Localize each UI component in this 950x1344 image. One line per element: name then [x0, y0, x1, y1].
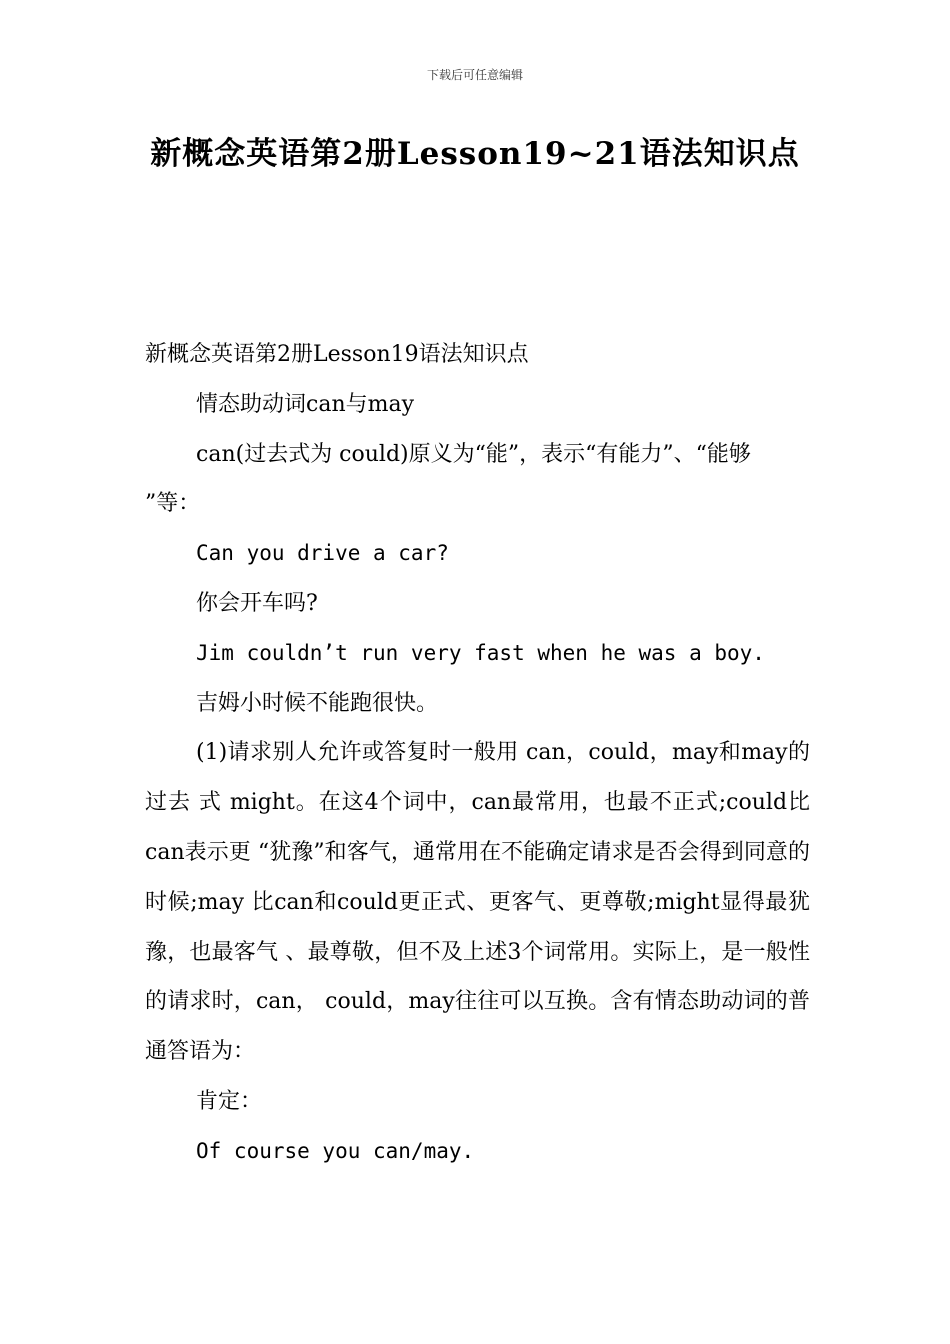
example-sentence-zh: 吉姆小时候不能跑很快。 [196, 690, 439, 716]
section-heading: 新概念英语第2册Lesson19语法知识点 [145, 342, 529, 367]
definition-paragraph: can(过去式为 could)原义为“能”，表示“有能力”、“能够 ”等： [145, 441, 751, 517]
document-title: 新概念英语第2册Lesson19~21语法知识点 [150, 136, 800, 172]
topic-line: 情态助动词can与may [196, 391, 415, 417]
affirmative-example: Of course you can/may. [196, 1138, 475, 1163]
header-note: 下载后可任意编辑 [426, 68, 523, 82]
usage-point-paragraph: (1)请求别人允许或答复时一般用 can，could，may和may的过去 式 might。在这4个词中，can最常用，也最不正式;could比can表示更 “犹豫”和客气，通常用在不能确定请求是否会得到同意的时候;may 比can和could更正式、更客气、更尊敬;might显得最犹豫，也最客气 、最尊敬，但不及上述3个词常用。实际上，是一般性的请求时，can， could，may往往可以互换。含有情态助动词的普通答语为： [145, 740, 810, 1065]
affirmative-label: 肯定： [196, 1088, 263, 1114]
example-sentence-en: Can you drive a car? [196, 541, 449, 566]
document-body [145, 330, 810, 1177]
example-sentence-zh: 你会开车吗? [196, 590, 318, 616]
example-sentence-en: Jim couldn’t run very fast when he was a boy. [196, 640, 765, 665]
